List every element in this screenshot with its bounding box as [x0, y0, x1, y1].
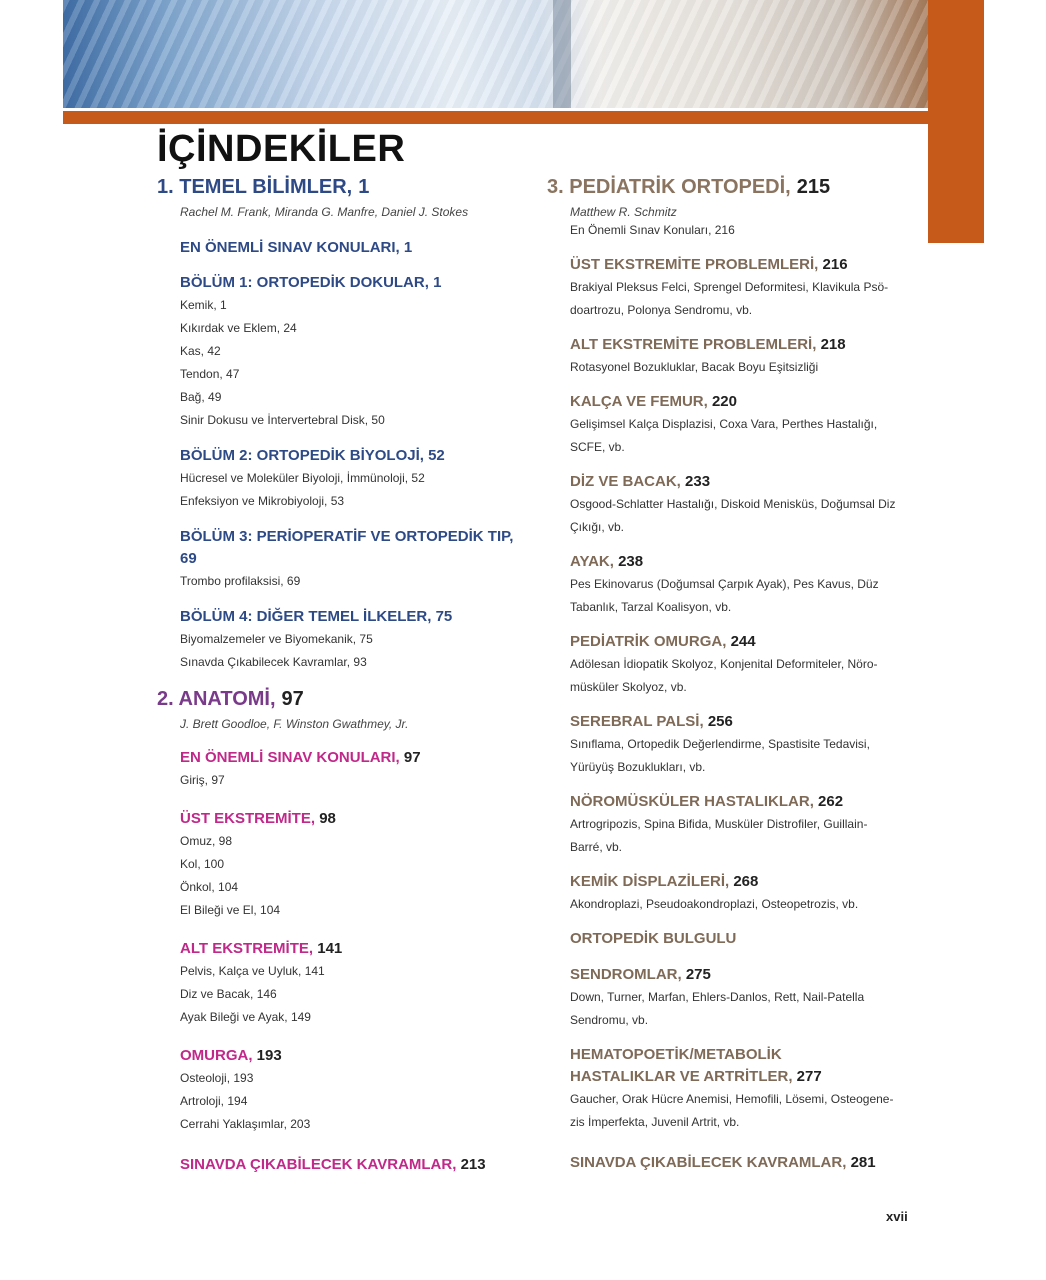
section-heading[interactable]: ÜST EKSTREMİTE, 98 [180, 810, 336, 827]
list-item[interactable]: SCFE, vb. [570, 440, 625, 454]
toc-section [180, 808, 517, 922]
list-item[interactable]: Barré, vb. [570, 840, 623, 854]
toc-section [570, 631, 922, 699]
section-heading[interactable]: DİZ VE BACAK, 233 [570, 473, 711, 490]
list-item[interactable]: zis İmperfekta, Juvenil Artrit, vb. [570, 1115, 740, 1129]
list-item[interactable]: Diz ve Bacak, 146 [180, 987, 277, 1001]
toc-section [570, 928, 922, 950]
page-edge-tab [928, 0, 984, 243]
section-heading[interactable]: EN ÖNEMLİ SINAV KONULARI, 97 [180, 749, 421, 766]
list-item[interactable]: Kemik, 1 [180, 298, 227, 312]
list-item[interactable]: Ayak Bileği ve Ayak, 149 [180, 1010, 311, 1024]
list-item[interactable]: Sendromu, vb. [570, 1013, 649, 1027]
section-heading[interactable]: ORTOPEDİK BULGULU [570, 930, 737, 947]
section-heading[interactable]: BÖLÜM 1: ORTOPEDİK DOKULAR, 1 [180, 274, 442, 291]
list-item[interactable]: Artroloji, 194 [180, 1094, 248, 1108]
list-item[interactable]: Cerrahi Yaklaşımlar, 203 [180, 1117, 311, 1131]
section-heading[interactable]: PEDİATRİK OMURGA, 244 [570, 633, 756, 650]
section-heading[interactable]: HASTALIKLAR VE ARTRİTLER, 277 [570, 1068, 822, 1085]
chapter-page: 215 [796, 176, 831, 198]
chapter-authors: J. Brett Goodloe, F. Winston Gwathmey, Jr. [180, 717, 409, 731]
chapter-1-heading[interactable] [157, 176, 517, 199]
list-item[interactable]: Önkol, 104 [180, 880, 239, 894]
chapter-authors: Rachel M. Frank, Miranda G. Manfre, Daniel J. Stokes [180, 205, 469, 219]
toc-section [570, 964, 922, 1032]
toc-section [570, 471, 922, 539]
toc-section [180, 526, 517, 593]
section-heading[interactable]: KEMİK DİSPLAZİLERİ, 268 [570, 873, 759, 890]
list-item[interactable]: El Bileği ve El, 104 [180, 903, 281, 917]
header-accent-bar [63, 111, 928, 124]
toc-section [180, 1045, 517, 1136]
section-heading[interactable]: EN ÖNEMLİ SINAV KONULARI, 1 [180, 239, 413, 256]
list-item[interactable]: Gelişimsel Kalça Displazisi, Coxa Vara, Perthes Hastalığı, [570, 417, 878, 431]
list-item[interactable]: Brakiyal Pleksus Felci, Sprengel Deformitesi, Klavikula Psö- [570, 280, 889, 294]
toc-right-column [547, 176, 922, 1174]
list-item[interactable]: Osteoloji, 193 [180, 1071, 254, 1085]
toc-section [570, 1044, 922, 1134]
page-number: xvii [886, 1209, 908, 1224]
list-item[interactable]: Kas, 42 [180, 344, 221, 358]
chapter-page: 97 [281, 688, 304, 710]
toc-section [570, 711, 922, 779]
list-item[interactable]: doartrozu, Polonya Sendromu, vb. [570, 303, 753, 317]
section-heading[interactable]: AYAK, 238 [570, 553, 644, 570]
toc-section [180, 237, 517, 259]
toc-section [570, 791, 922, 859]
section-heading[interactable]: SENDROMLAR, 275 [570, 966, 711, 983]
list-item[interactable]: Tendon, 47 [180, 367, 240, 381]
section-heading[interactable]: NÖROMÜSKÜLER HASTALIKLAR, 262 [570, 793, 844, 810]
chapter-authors: Matthew R. Schmitz [570, 205, 677, 219]
chapter-page: 1 [358, 176, 370, 198]
toc-section [570, 254, 922, 322]
toc-section [180, 1154, 517, 1176]
list-item[interactable]: Biyomalzemeler ve Biyomekanik, 75 [180, 632, 373, 646]
section-heading[interactable]: SINAVDA ÇIKABİLECEK KAVRAMLAR, 281 [570, 1154, 876, 1171]
toc-section [570, 551, 922, 619]
list-item[interactable]: Pelvis, Kalça ve Uyluk, 141 [180, 964, 325, 978]
list-item[interactable]: Akondroplazi, Pseudoakondroplazi, Osteopetrozis, vb. [570, 897, 859, 911]
toc-section [180, 938, 517, 1029]
list-item[interactable]: Bağ, 49 [180, 390, 222, 404]
section-heading[interactable]: ÜST EKSTREMİTE PROBLEMLERİ, 216 [570, 256, 848, 273]
chapter-title: 3. PEDİATRİK ORTOPEDİ, [547, 176, 791, 198]
toc-section [570, 1152, 922, 1174]
toc-section [180, 747, 517, 792]
section-heading[interactable]: HEMATOPOETİK/METABOLİK [570, 1046, 782, 1063]
section-heading[interactable]: BÖLÜM 2: ORTOPEDİK BİYOLOJİ, 52 [180, 447, 445, 464]
chapter-title: 2. ANATOMİ, [157, 688, 276, 710]
toc-section [180, 272, 517, 432]
section-heading[interactable]: BÖLÜM 4: DİĞER TEMEL İLKELER, 75 [180, 608, 453, 625]
section-heading[interactable]: KALÇA VE FEMUR, 220 [570, 393, 737, 410]
page-title: İÇİNDEKİLER [157, 128, 406, 170]
list-item[interactable]: Sinir Dokusu ve İntervertebral Disk, 50 [180, 413, 385, 427]
list-item[interactable]: Adölesan İdiopatik Skolyoz, Konjenital Deformiteler, Nöro- [570, 657, 878, 671]
list-item[interactable]: Pes Ekinovarus (Doğumsal Çarpık Ayak), Pes Kavus, Düz [570, 577, 879, 591]
toc-left-column [157, 176, 517, 1176]
list-item[interactable]: Omuz, 98 [180, 834, 233, 848]
list-item[interactable]: Down, Turner, Marfan, Ehlers-Danlos, Rett, Nail-Patella [570, 990, 865, 1004]
list-item[interactable]: Trombo profilaksisi, 69 [180, 574, 301, 588]
section-heading[interactable]: SEREBRAL PALSİ, 256 [570, 713, 733, 730]
toc-section [570, 219, 922, 242]
list-item[interactable]: Kıkırdak ve Eklem, 24 [180, 321, 297, 335]
section-heading[interactable]: OMURGA, 193 [180, 1047, 282, 1064]
section-heading[interactable]: ALT EKSTREMİTE PROBLEMLERİ, 218 [570, 336, 846, 353]
section-heading[interactable]: ALT EKSTREMİTE, 141 [180, 940, 343, 957]
list-item[interactable]: Sınıflama, Ortopedik Değerlendirme, Spastisite Tedavisi, [570, 737, 870, 751]
list-item[interactable]: Osgood-Schlatter Hastalığı, Diskoid Menisküs, Doğumsal Diz [570, 497, 896, 511]
list-item[interactable]: Gaucher, Orak Hücre Anemisi, Hemofili, Lösemi, Osteogene- [570, 1092, 894, 1106]
toc-section [180, 445, 517, 513]
chapter-title: 1. TEMEL BİLİMLER, [157, 176, 353, 198]
list-item[interactable]: En Önemli Sınav Konuları, 216 [570, 223, 735, 237]
toc-section [180, 606, 517, 674]
toc-section [570, 871, 922, 916]
list-item[interactable]: Kol, 100 [180, 857, 225, 871]
list-item[interactable]: Tabanlık, Tarzal Koalisyon, vb. [570, 600, 732, 614]
list-item[interactable]: Yürüyüş Bozuklukları, vb. [570, 760, 706, 774]
list-item[interactable]: Hücresel ve Moleküler Biyoloji, İmmünoloji, 52 [180, 471, 425, 485]
list-item[interactable]: müsküler Skolyoz, vb. [570, 680, 687, 694]
header-banner-image [63, 0, 928, 108]
list-item[interactable]: Giriş, 97 [180, 773, 225, 787]
chapter-3-heading[interactable] [547, 176, 922, 199]
chapter-2-heading[interactable] [157, 688, 517, 711]
list-item[interactable]: Artrogripozis, Spina Bifida, Musküler Distrofiler, Guillain- [570, 817, 868, 831]
list-item[interactable]: Rotasyonel Bozukluklar, Bacak Boyu Eşitsizliği [570, 360, 819, 374]
section-heading[interactable]: SINAVDA ÇIKABİLECEK KAVRAMLAR, 213 [180, 1156, 486, 1173]
list-item[interactable]: Sınavda Çıkabilecek Kavramlar, 93 [180, 655, 367, 669]
list-item[interactable]: Çıkığı, vb. [570, 520, 625, 534]
list-item[interactable]: Enfeksiyon ve Mikrobiyoloji, 53 [180, 494, 345, 508]
toc-section [570, 391, 922, 459]
toc-section [570, 334, 922, 379]
section-heading[interactable]: BÖLÜM 3: PERİOPERATİF VE ORTOPEDİK TIP, 69 [180, 528, 514, 567]
